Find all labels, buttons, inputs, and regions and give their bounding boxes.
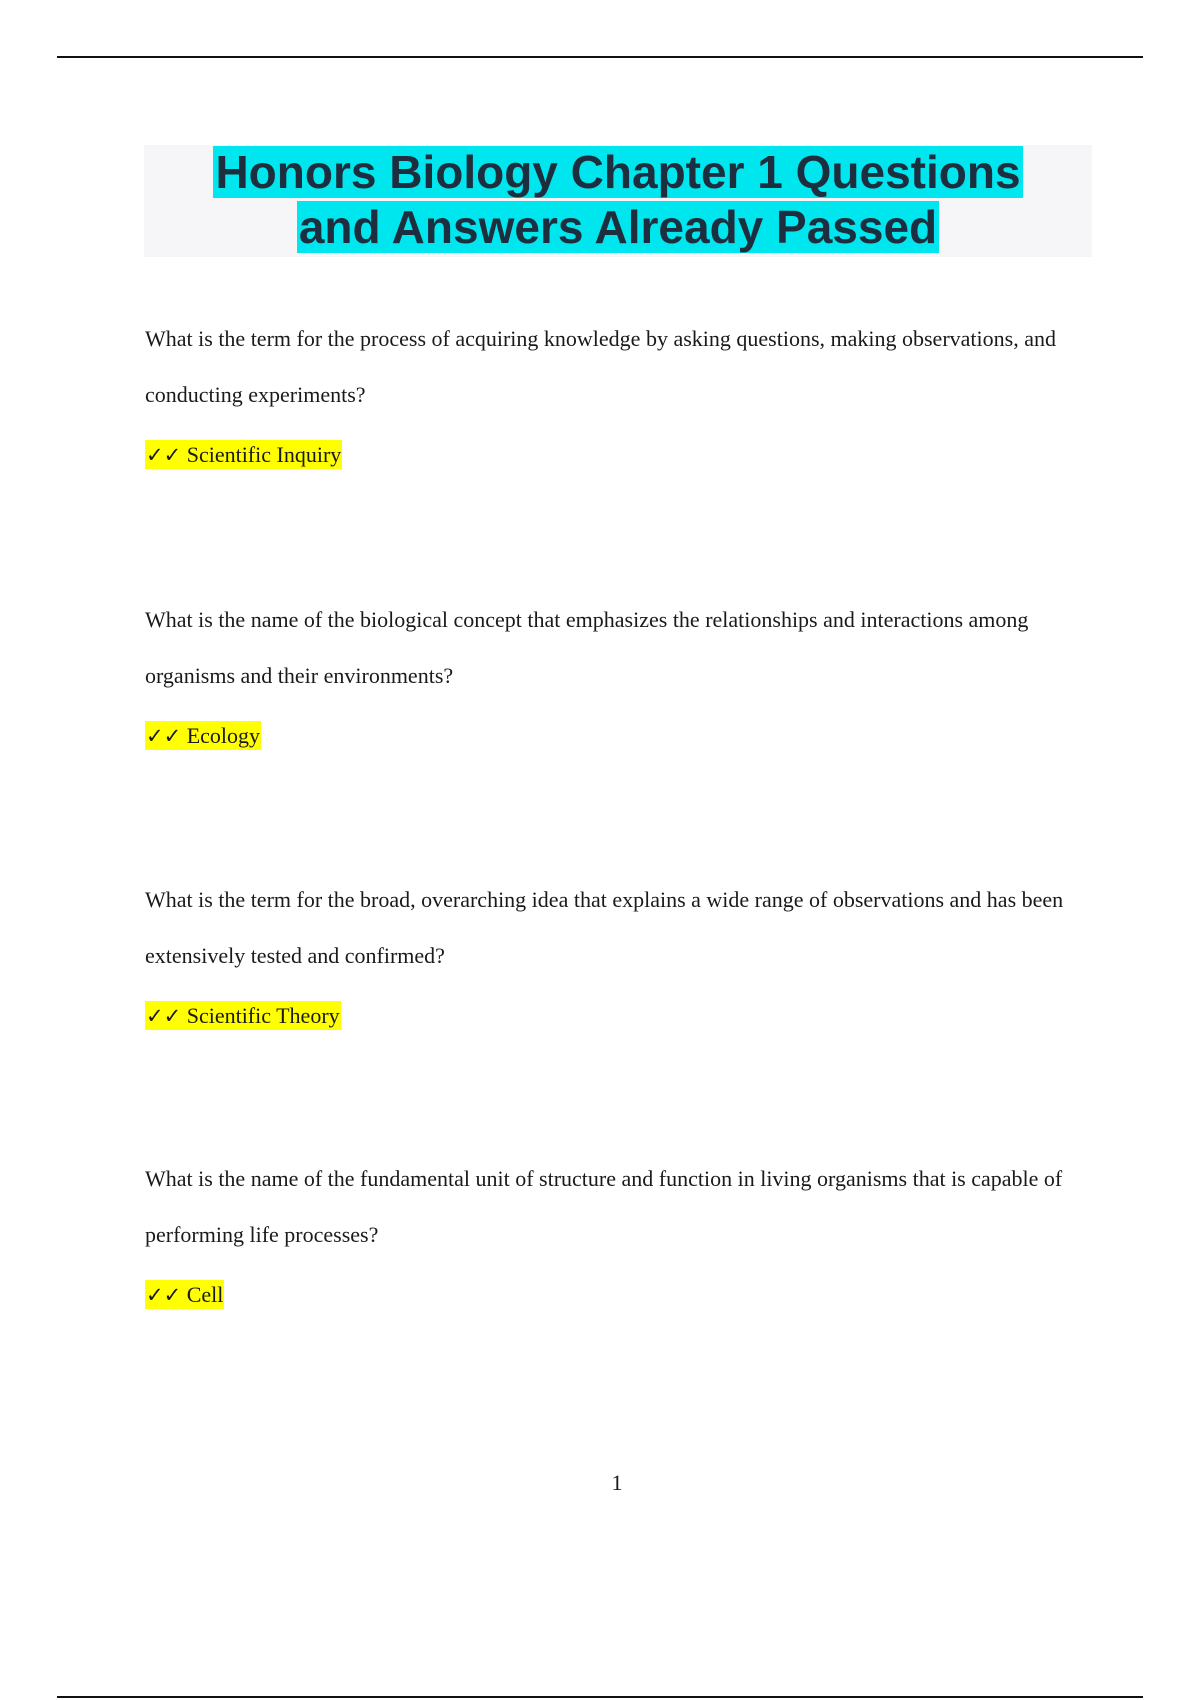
header-rule [57,56,1143,58]
question-text: What is the name of the biological concept that emphasizes the relationships and interactions among organisms and their environments? [145,607,1029,688]
question-text: What is the term for the process of acquiring knowledge by asking questions, making observations, and conducting experiments? [145,326,1056,407]
title-line-1: Honors Biology Chapter 1 Questions [215,146,1021,198]
qa-item-1 [145,311,1085,471]
qa-item-3 [145,872,1085,1032]
question-text: What is the name of the fundamental unit of structure and function in living organisms that is capable of performing life processes? [145,1166,1063,1247]
answer-highlight [145,1001,341,1030]
document-title [144,145,1092,257]
qa-item-2 [145,592,1085,752]
answer-text: Cell [186,1282,224,1307]
answer-text: Scientific Inquiry [186,442,342,467]
answer-text: Scientific Theory [186,1003,340,1028]
answer-highlight [145,1280,224,1309]
page-number: 1 [611,1470,623,1495]
double-check-icon: ✓✓ [146,443,182,467]
double-check-icon: ✓✓ [146,1283,182,1307]
qa-item-4 [145,1151,1085,1311]
answer-highlight [145,721,261,750]
double-check-icon: ✓✓ [146,1004,182,1028]
question-text: What is the term for the broad, overarching idea that explains a wide range of observations and has been extensively tested and confirmed? [145,887,1064,968]
answer-highlight [145,440,342,469]
answer-text: Ecology [186,723,261,748]
double-check-icon: ✓✓ [146,724,182,748]
title-line-2: and Answers Already Passed [298,201,938,253]
footer-rule [57,1696,1143,1698]
